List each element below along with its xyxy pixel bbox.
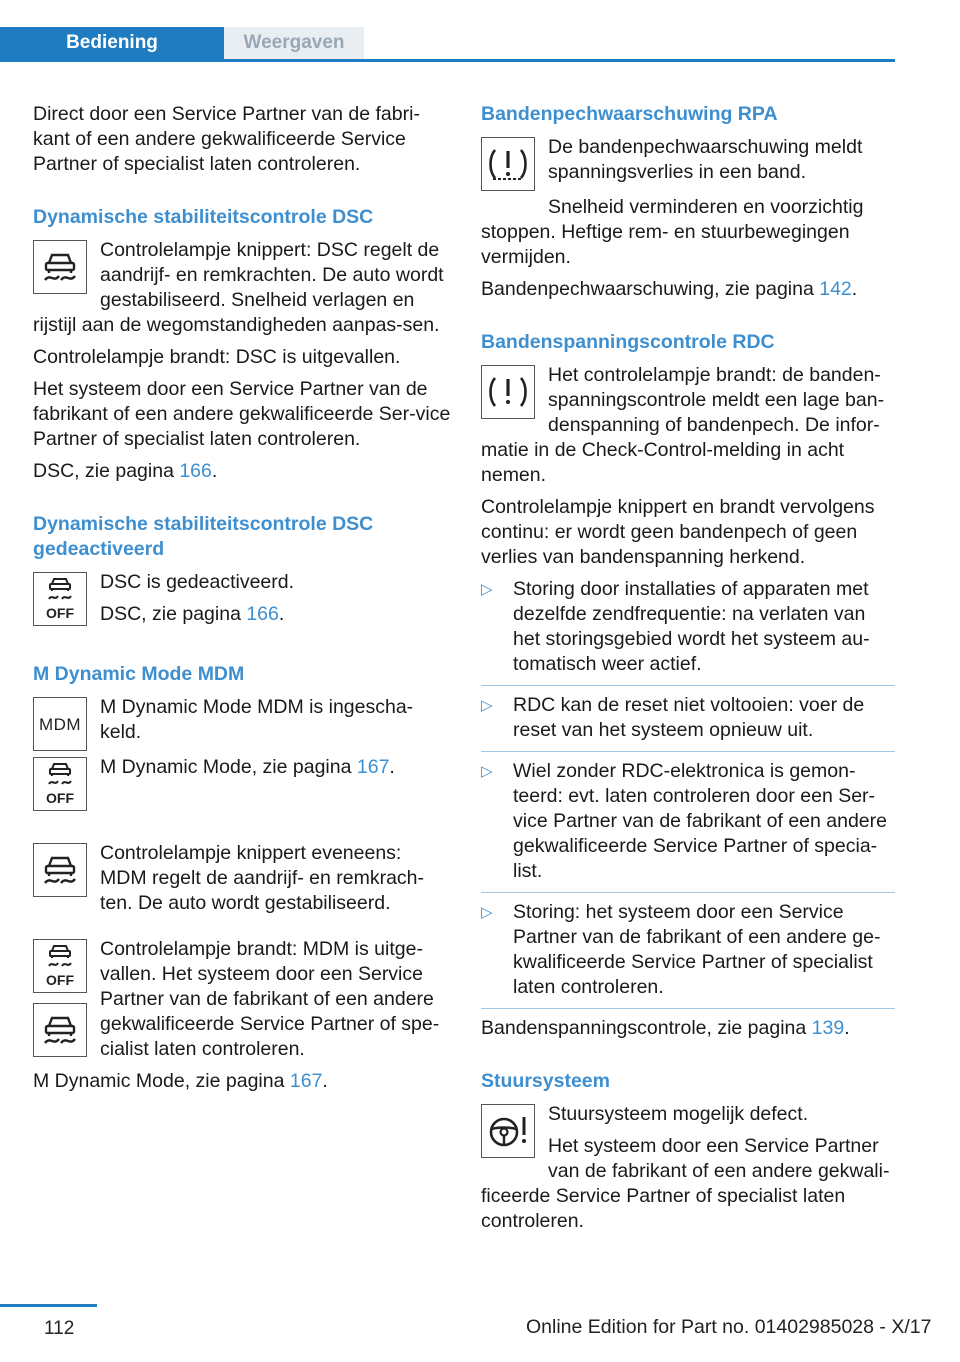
dsc-reference: DSC, zie pagina 166. bbox=[33, 460, 218, 482]
mdm-icon bbox=[33, 697, 87, 751]
dsc-off-text: DSC is gedeactiveerd. bbox=[100, 571, 295, 593]
rdc-heading: Bandenspanningscontrole RDC bbox=[481, 331, 775, 353]
svg-text:OFF: OFF bbox=[46, 972, 74, 988]
mdm-section bbox=[33, 695, 451, 755]
tire-warning-icon bbox=[481, 137, 535, 191]
dsc-off-reference: DSC, zie pagina 166. bbox=[100, 603, 285, 625]
rpa-text-1: De bandenpechwaarschuwing meldt spanningsverlies in een band. bbox=[548, 136, 863, 183]
dsc-text-1: Controlelampje knippert: DSC regelt de aandrijf- en remkrachten. De auto wordt gestabiliseerd. Snelheid verlagen en rijstijl aan de wegomstandigheden aanpas-sen. bbox=[33, 239, 444, 336]
dsc-warning-icon-2 bbox=[33, 843, 87, 897]
intro-paragraph: Direct door een Service Partner van de fabri-kant of een andere gekwalificeerde Service Partner of specialist laten controleren. bbox=[33, 103, 420, 175]
mdm-text-3: Controlelampje brandt: MDM is uitge-vallen. Het systeem door een Service Partner van de fabrikant of een andere gekwalificeerde Service Partner of spe-cialist laten controleren. bbox=[100, 938, 440, 1060]
triangle-bullet-icon: ▷ bbox=[481, 581, 493, 598]
rpa-reference: Bandenpechwaarschuwing, zie pagina 142. bbox=[481, 278, 858, 300]
tab-weergaven[interactable]: Weergaven bbox=[224, 27, 364, 59]
list-item: ▷ Wiel zonder RDC-elektronica is gemon-teerd: evt. laten controleren door een Ser-vice Partner van de fabrikant of een andere gekwalificeerde Service Partner of specia-list. bbox=[481, 759, 895, 893]
steering-heading: Stuursysteem bbox=[481, 1070, 610, 1092]
mdm-page-link-2[interactable]: 167 bbox=[289, 1070, 323, 1092]
list-item: ▷ Storing door installaties of apparaten met dezelfde zendfrequentie: na verlaten van het storingsgebied wordt het systeem au-tomatisch weer actief. bbox=[481, 577, 895, 686]
dsc-heading: Dynamische stabiliteitscontrole DSC bbox=[33, 206, 374, 228]
svg-text:OFF: OFF bbox=[46, 790, 74, 806]
mdm-failure-section bbox=[33, 937, 451, 1069]
left-column bbox=[33, 102, 451, 1101]
rpa-section bbox=[481, 135, 895, 195]
dsc-off-icon-2 bbox=[33, 757, 87, 811]
rdc-section bbox=[481, 363, 895, 495]
mdm-reference-1: M Dynamic Mode, zie pagina 167. bbox=[100, 756, 395, 778]
rpa-heading: Bandenpechwaarschuwing RPA bbox=[481, 103, 778, 125]
mdm-text-1: M Dynamic Mode MDM is ingescha-keld. bbox=[100, 696, 414, 743]
steering-text-1: Stuursysteem mogelijk defect. bbox=[548, 1103, 809, 1125]
mdm-page-link-1[interactable]: 167 bbox=[356, 756, 390, 778]
mdm-reference-2: M Dynamic Mode, zie pagina 167. bbox=[33, 1070, 328, 1092]
rdc-text-1: Het controlelampje brandt: de banden-spanningscontrole meldt een lage ban-denspanning of bandenpech. De infor-matie in de Check-Control-melding in acht nemen. bbox=[481, 364, 885, 486]
steering-section bbox=[481, 1102, 895, 1241]
triangle-bullet-icon: ▷ bbox=[481, 697, 493, 714]
triangle-bullet-icon: ▷ bbox=[481, 904, 493, 921]
dsc-warning-icon-3 bbox=[33, 1003, 87, 1057]
mdm-icon-label: MDM bbox=[38, 714, 82, 734]
svg-text:OFF: OFF bbox=[46, 605, 74, 621]
edition-note: Online Edition for Part no. 01402985028 - X/17 bbox=[526, 1316, 932, 1338]
mdm-heading: M Dynamic Mode MDM bbox=[33, 663, 245, 685]
rdc-reference: Bandenspanningscontrole, zie pagina 139. bbox=[481, 1017, 850, 1039]
right-column bbox=[481, 102, 895, 1241]
tire-pressure-icon bbox=[481, 365, 535, 419]
mdm-flash-section bbox=[33, 841, 451, 923]
rdc-text-2: Controlelampje knippert en brandt vervolgens continu: er wordt geen bandenpech of geen verlies van bandenspanning herkend. bbox=[481, 496, 875, 568]
rpa-text-2: Snelheid verminderen en voorzichtig stoppen. Heftige rem- en stuurbewegingen vermijden. bbox=[481, 196, 864, 268]
list-item: ▷ Storing: het systeem door een Service Partner van de fabrikant of een andere ge-kwalificeerde Service Partner of specialist laten controleren. bbox=[481, 900, 895, 1009]
chapter-tabs bbox=[0, 27, 895, 62]
dsc-text-3: Het systeem door een Service Partner van de fabrikant of een andere gekwalificeerde Ser-vice Partner of specialist laten controleren. bbox=[33, 378, 451, 450]
mdm-text-2: Controlelampje knippert eveneens: MDM regelt de aandrijf- en remkrach-ten. De auto wordt gestabiliseerd. bbox=[100, 842, 425, 914]
dsc-off-page-link[interactable]: 166 bbox=[246, 603, 279, 625]
steering-warning-icon bbox=[481, 1104, 535, 1158]
mdm-ref-section bbox=[33, 755, 451, 815]
rdc-bullet-list bbox=[481, 577, 895, 1009]
list-item: ▷ RDC kan de reset niet voltooien: voer de reset van het systeem opnieuw uit. bbox=[481, 693, 895, 752]
triangle-bullet-icon: ▷ bbox=[481, 763, 493, 780]
dsc-warning-icon bbox=[33, 240, 87, 294]
dsc-off-icon bbox=[33, 572, 87, 626]
dsc-off-icon-3 bbox=[33, 939, 87, 993]
page-number: 112 bbox=[44, 1318, 75, 1339]
dsc-off-section bbox=[33, 570, 451, 634]
dsc-off-heading: Dynamische stabiliteitscontrole DSC gedeactiveerd bbox=[33, 513, 374, 560]
rdc-page-link[interactable]: 139 bbox=[811, 1017, 845, 1039]
dsc-page-link[interactable]: 166 bbox=[179, 460, 212, 482]
tab-bediening[interactable]: Bediening bbox=[0, 27, 224, 59]
footer-accent-line bbox=[0, 1304, 97, 1307]
dsc-section bbox=[33, 238, 451, 345]
steering-text-2: Het systeem door een Service Partner van de fabrikant of een andere gekwali-ficeerde Service Partner of specialist laten controleren. bbox=[481, 1135, 890, 1232]
rpa-page-link[interactable]: 142 bbox=[819, 278, 852, 300]
dsc-text-2: Controlelampje brandt: DSC is uitgevallen. bbox=[33, 346, 401, 368]
